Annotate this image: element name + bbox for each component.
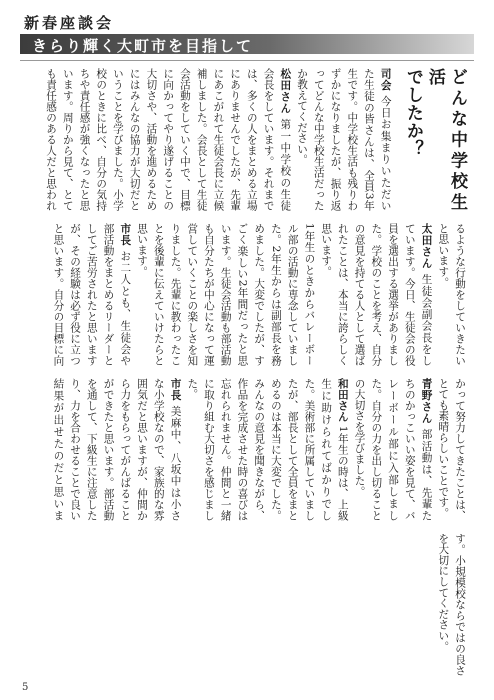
series-title: 新春座談会 <box>24 14 115 32</box>
paragraph <box>351 378 435 521</box>
title-banner <box>20 34 474 54</box>
speaker-label: 市長 <box>119 223 132 247</box>
headline <box>402 68 468 211</box>
banner-title: きらり輝く大町市を目指して <box>32 37 254 55</box>
speaker-label: 司会 <box>379 68 392 92</box>
paragraph-text: 部活動は、先輩たちのかっこいい姿を見て、バレーボール部に入部しました。自分の力を出し切ることの大切さを学びました。 <box>353 378 433 521</box>
paragraph-text: 生徒会副会長をしています。今日、生徒会の役員を選出する選挙がありました。学校のことを考え、自分の意見を持てる人として選ばれたことは、本当に誇らしく思います。 <box>320 223 433 366</box>
paragraph-text: 1年生のときからバレーボール部の活動に専念していました。2年生からは副部長を務めました。大変でしたが、すごく楽しい2年間だったと思います。生徒会活動も部活動も自分たちが中心になって運営していくことの楽しさを知りました。先輩に教わったことを後輩に伝えていけたらと思います。 <box>136 223 316 366</box>
paragraph-text: お二人とも、生徒会や部活動をまとめるリーダーとしてご苦労されたと思いますが、その経験は必ず役に立つと思います。自分の目標に向かって努力してきたことは、とても素晴らしいことです。 <box>52 223 466 521</box>
speaker-label: 和田さん <box>336 378 349 423</box>
paragraph <box>293 68 393 211</box>
speaker-label: 青野さん <box>420 378 433 425</box>
paragraph <box>184 378 351 521</box>
article-body <box>28 68 468 676</box>
headline-line-1: どんな中学校生活 <box>424 68 467 211</box>
paragraph-text: 美麻中、八坂中は小さな小学校なので、家族的な雰囲気だと思いますが、仲間から力をもらってがんばることができたと思います。部活動を通して、下級生に注意したり、力を合わせることで良い結果が出せたのだと思います。小規模校ならではの良さを大切にしてください。 <box>52 378 466 676</box>
headline-line-2: でしたか？ <box>402 68 423 158</box>
paragraph-text: 今日お集まりいただいた生徒の皆さんは、全員3年生です。中学校生活も残りわずかになりましたが、振り返ってどんな中学校生活だったか教えてください。 <box>296 68 392 211</box>
page-number: 5 <box>22 682 29 693</box>
paragraph-text: 1年生の時は、上級生に助けられてばかりでした。美術部に所属していましたが、部長として全員をまとめるのは本当に大変でした。みんなの意見を聞きながら、作品を完成させた時の喜びは忘れられません。仲間と一緒に取り組む大切さを感じました。 <box>186 378 349 521</box>
paragraph <box>317 223 434 366</box>
paragraph <box>133 223 317 366</box>
header-rule <box>20 60 474 61</box>
speaker-label: 松田さん <box>279 68 292 115</box>
paragraph-text: 第一中学校の生徒会長をしています。それまでは、多くの人をまとめる立場にありませんでしたが、先輩にあこがれて生徒会長に立候補しました。会長として生徒会活動をしていく中で、目標に向かってやり遂げることの大切さや、活動を進めるためにはみんなの協力が大切だということを学びました。小学校のときに比べ、自分の気持ちや責任感が強くなったと思います。周りから見て、とても責任感のある人だと思われるような行動をしていきたいと思います。 <box>45 68 466 366</box>
speaker-label: 市長 <box>169 378 182 402</box>
speaker-label: 太田さん <box>420 223 433 270</box>
